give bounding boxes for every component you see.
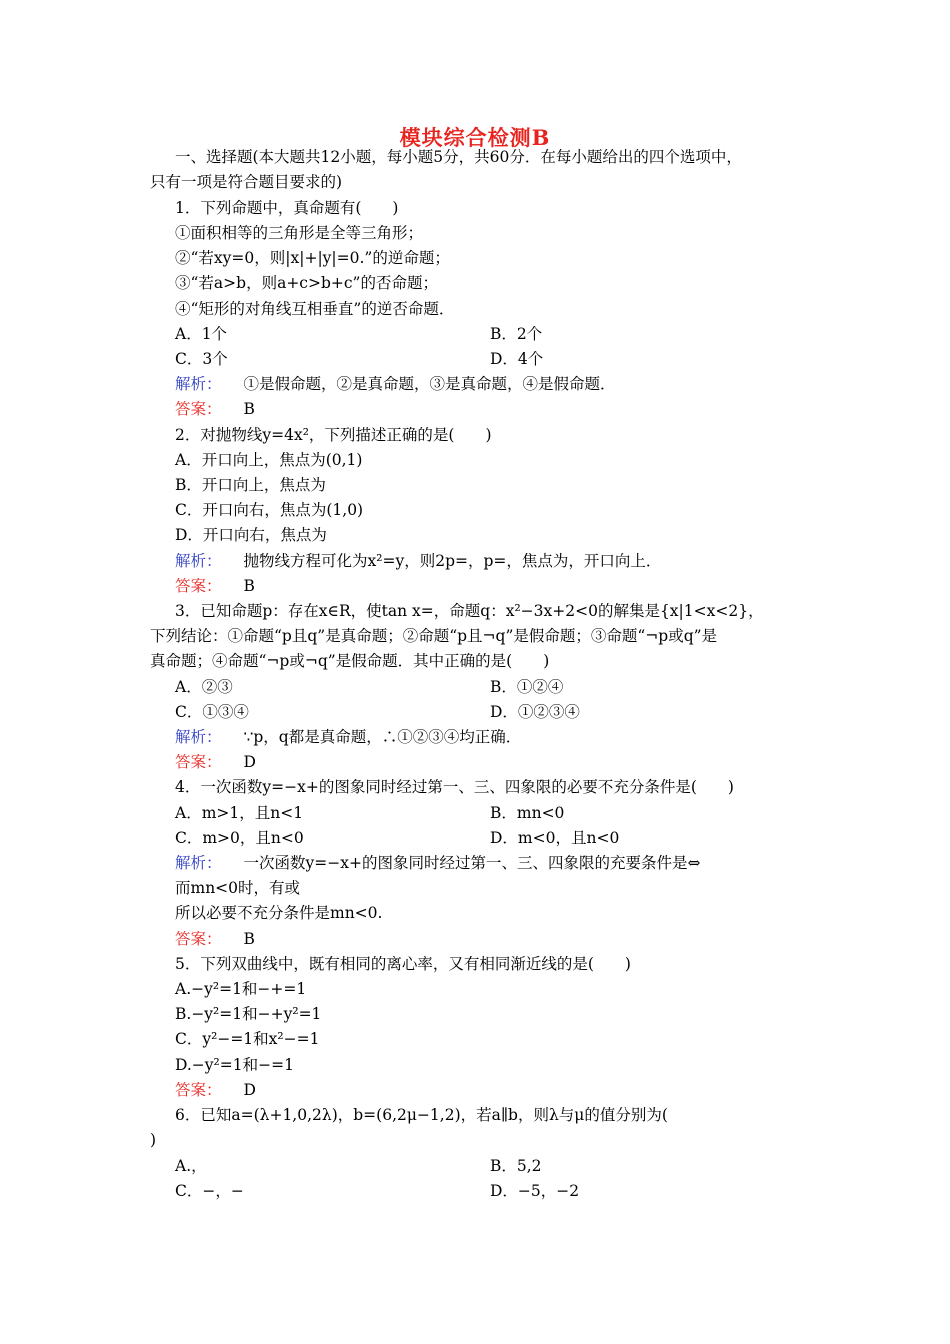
q2-analysis-text: 抛物线方程可化为x²=y，则2p=，p=，焦点为，开口向上． xyxy=(243,552,662,570)
section-intro-line-2: 只有一项是符合题目要求的) xyxy=(150,173,343,191)
q3-option-a: A．②③ xyxy=(175,678,233,696)
q1-stem: 1．下列命题中，真命题有( ) xyxy=(175,199,399,217)
analysis-label: 解析： xyxy=(175,854,222,872)
section-intro-line-1: 一、选择题(本大题共12小题，每小题5分，共60分．在每小题给出的四个选项中， xyxy=(175,148,742,166)
q3-analysis xyxy=(175,726,521,748)
analysis-label: 解析： xyxy=(175,728,222,746)
q5-option-c: C．y²−=1和x²−=1 xyxy=(175,1030,320,1048)
q1-item-1: ①面积相等的三角形是全等三角形； xyxy=(175,224,424,242)
q4-option-b: B．mn<0 xyxy=(490,804,565,822)
q1-answer-value: B xyxy=(243,400,255,418)
answer-label: 答案： xyxy=(175,753,222,771)
analysis-label: 解析： xyxy=(175,552,222,570)
q3-analysis-text: ∵p，q都是真命题，∴①②③④均正确． xyxy=(243,728,522,746)
q5-stem: 5．下列双曲线中，既有相同的离心率，又有相同渐近线的是( ) xyxy=(175,955,631,973)
q2-analysis xyxy=(175,550,661,572)
q1-option-d: D．4个 xyxy=(490,350,544,368)
q1-item-4: ④“矩形的对角线互相垂直”的逆否命题． xyxy=(175,300,455,318)
answer-label: 答案： xyxy=(175,1081,222,1099)
q4-analysis-line-3: 所以必要不充分条件是mn<0. xyxy=(175,904,383,922)
q1-item-2: ②“若xy=0，则|x|+|y|=0.”的逆命题； xyxy=(175,249,450,267)
q4-answer-value: B xyxy=(243,930,255,948)
q3-option-d: D．①②③④ xyxy=(490,703,580,721)
q2-stem: 2．对抛物线y=4x²，下列描述正确的是( ) xyxy=(175,426,492,444)
q2-option-d: D．开口向右，焦点为 xyxy=(175,526,327,544)
q3-stem-line-2: 下列结论：①命题“p且q”是真命题；②命题“p且¬q”是假命题；③命题“¬p或q”是 xyxy=(150,627,718,645)
q2-answer xyxy=(175,575,255,597)
q3-answer-value: D xyxy=(243,753,256,771)
q6-stem-line-1: 6．已知a=(λ+1,0,2λ)，b=(6,2μ−1,2)，若a∥b，则λ与μ的值分别为( xyxy=(175,1106,668,1124)
q2-option-b: B．开口向上，焦点为 xyxy=(175,476,326,494)
q6-option-b: B．5,2 xyxy=(490,1157,542,1175)
q4-option-c: C．m>0，且n<0 xyxy=(175,829,304,847)
q6-stem-line-2: ) xyxy=(150,1131,157,1149)
q1-option-a: A．1个 xyxy=(175,325,228,343)
q4-analysis-text: 一次函数y=−x+的图象同时经过第一、三、四象限的充要条件是⇔ xyxy=(243,854,701,872)
q3-option-b: B．①②④ xyxy=(490,678,564,696)
q4-analysis xyxy=(175,852,700,874)
q6-option-c: C．−，− xyxy=(175,1182,244,1200)
q2-option-a: A．开口向上，焦点为(0,1) xyxy=(175,451,363,469)
analysis-label: 解析： xyxy=(175,375,222,393)
q1-answer xyxy=(175,398,255,420)
q4-option-a: A．m>1，且n<1 xyxy=(175,804,304,822)
q2-option-c: C．开口向右，焦点为(1,0) xyxy=(175,501,364,519)
q3-answer xyxy=(175,751,256,773)
q5-answer-value: D xyxy=(243,1081,256,1099)
q5-option-d: D.−y²=1和−=1 xyxy=(175,1056,294,1074)
q5-answer xyxy=(175,1079,256,1101)
q6-option-a: A.， xyxy=(175,1157,207,1175)
answer-label: 答案： xyxy=(175,930,222,948)
q1-analysis xyxy=(175,373,616,395)
q5-option-b: B.−y²=1和−+y²=1 xyxy=(175,1005,322,1023)
q4-stem: 4．一次函数y=−x+的图象同时经过第一、三、四象限的必要不充分条件是( ) xyxy=(175,778,734,796)
q3-stem-line-1: 3．已知命题p：存在x∈R，使tan x=，命题q：x²−3x+2<0的解集是{x|1<x<2}， xyxy=(175,602,764,620)
q5-option-a: A.−y²=1和−+=1 xyxy=(175,980,307,998)
q6-option-d: D．−5，−2 xyxy=(490,1182,580,1200)
q1-item-3: ③“若a>b，则a+c>b+c”的否命题； xyxy=(175,274,438,292)
q4-option-d: D．m<0，且n<0 xyxy=(490,829,620,847)
answer-label: 答案： xyxy=(175,400,222,418)
q4-analysis-line-2: 而mn<0时，有或 xyxy=(175,879,301,897)
q3-stem-line-3: 真命题；④命题“¬p或¬q”是假命题．其中正确的是( ) xyxy=(150,652,550,670)
q3-option-c: C．①③④ xyxy=(175,703,249,721)
q1-analysis-text: ①是假命题，②是真命题，③是真命题，④是假命题． xyxy=(243,375,616,393)
q1-option-c: C．3个 xyxy=(175,350,228,368)
q4-answer xyxy=(175,928,255,950)
page-title: 模块综合检测B xyxy=(399,125,551,150)
answer-label: 答案： xyxy=(175,577,222,595)
q2-answer-value: B xyxy=(243,577,255,595)
q1-option-b: B．2个 xyxy=(490,325,543,343)
